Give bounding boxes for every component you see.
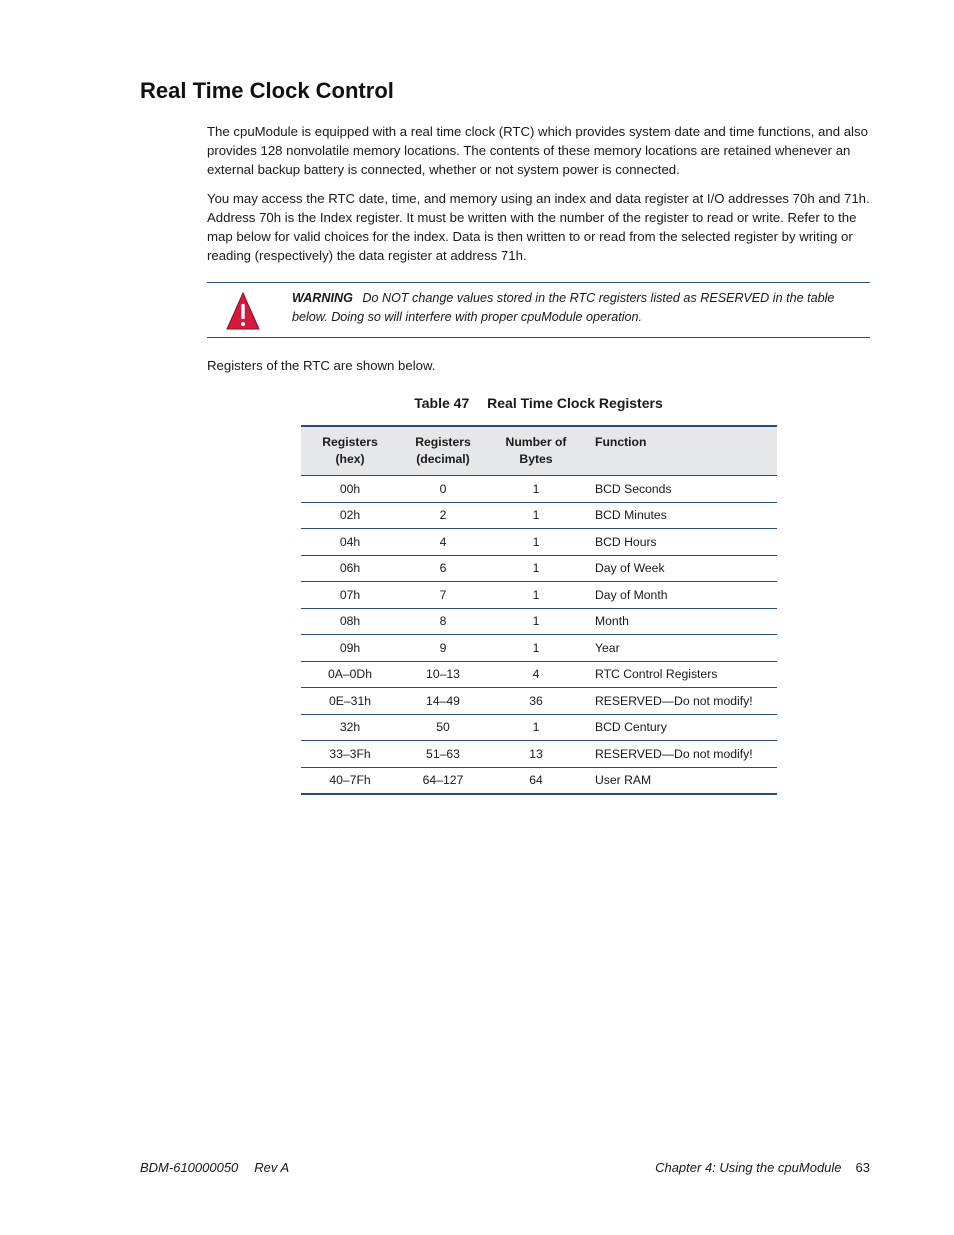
cell-function: Day of Week [585, 555, 777, 582]
footer-right [655, 1160, 870, 1175]
cell-decimal: 64–127 [399, 767, 487, 794]
header-line: Bytes [519, 452, 553, 466]
table-header-row [301, 426, 777, 476]
page-number: 63 [855, 1160, 870, 1175]
cell-bytes: 1 [487, 476, 585, 503]
cell-bytes: 1 [487, 555, 585, 582]
cell-hex: 33–3Fh [301, 741, 399, 768]
rtc-registers-table [301, 425, 777, 795]
cell-function: RESERVED—Do not modify! [585, 741, 777, 768]
cell-hex: 00h [301, 476, 399, 503]
cell-hex: 40–7Fh [301, 767, 399, 794]
table-row [301, 635, 777, 662]
footer-left [140, 1160, 289, 1175]
table-body [301, 476, 777, 795]
table-number: Table 47 [414, 395, 470, 411]
cell-function: User RAM [585, 767, 777, 794]
cell-decimal: 0 [399, 476, 487, 503]
cell-decimal: 4 [399, 529, 487, 556]
cell-hex: 32h [301, 714, 399, 741]
doc-number: BDM-610000050 [140, 1160, 239, 1175]
cell-function: BCD Century [585, 714, 777, 741]
warning-triangle-icon [225, 291, 261, 331]
header-line: (decimal) [416, 452, 470, 466]
cell-decimal: 10–13 [399, 661, 487, 688]
header-line: Registers [415, 435, 471, 449]
cell-hex: 04h [301, 529, 399, 556]
cell-decimal: 14–49 [399, 688, 487, 715]
cell-decimal: 7 [399, 582, 487, 609]
cell-decimal: 9 [399, 635, 487, 662]
header-registers-decimal [399, 426, 487, 476]
header-line: Number of [505, 435, 567, 449]
cell-bytes: 1 [487, 635, 585, 662]
table-row [301, 767, 777, 794]
section-heading: Real Time Clock Control [140, 78, 394, 103]
cell-decimal: 8 [399, 608, 487, 635]
cell-bytes: 13 [487, 741, 585, 768]
header-registers-hex [301, 426, 399, 476]
cell-function: BCD Hours [585, 529, 777, 556]
registers-intro: Registers of the RTC are shown below. [207, 358, 436, 373]
cell-bytes: 1 [487, 714, 585, 741]
warning-box [207, 282, 870, 338]
table-row [301, 529, 777, 556]
chapter-title: Chapter 4: Using the cpuModule [655, 1160, 842, 1175]
cell-function: BCD Seconds [585, 476, 777, 503]
table-row [301, 476, 777, 503]
revision: Rev A [254, 1160, 290, 1175]
cell-hex: 0A–0Dh [301, 661, 399, 688]
cell-hex: 02h [301, 502, 399, 529]
table-row [301, 502, 777, 529]
table-row [301, 661, 777, 688]
warning-message: Do NOT change values stored in the RTC registers listed as RESERVED in the table below. Doing so will interfere with proper cpuModule operation. [292, 291, 835, 324]
cell-bytes: 1 [487, 582, 585, 609]
cell-decimal: 51–63 [399, 741, 487, 768]
cell-function: RESERVED—Do not modify! [585, 688, 777, 715]
table-caption [300, 395, 777, 411]
intro-paragraph: The cpuModule is equipped with a real time clock (RTC) which provides system date and time functions, and also provides 128 nonvolatile memory locations. The contents of these memory locations are retained whenever an external backup battery is connected, whether or not system power is connected. [207, 124, 868, 177]
cell-decimal: 50 [399, 714, 487, 741]
table-row [301, 555, 777, 582]
cell-function: Month [585, 608, 777, 635]
warning-label: WARNING [292, 291, 353, 305]
cell-bytes: 1 [487, 608, 585, 635]
cell-bytes: 36 [487, 688, 585, 715]
cell-function: BCD Minutes [585, 502, 777, 529]
cell-function: RTC Control Registers [585, 661, 777, 688]
cell-hex: 0E–31h [301, 688, 399, 715]
header-number-of-bytes [487, 426, 585, 476]
table-title: Real Time Clock Registers [487, 395, 663, 411]
table-row [301, 714, 777, 741]
cell-function: Year [585, 635, 777, 662]
table-row [301, 608, 777, 635]
table-row [301, 582, 777, 609]
access-paragraph: You may access the RTC date, time, and memory using an index and data register at I/O addresses 70h and 71h. Address 70h is the Index register. It must be written with the number of the register to read or write. Refer to the map below for valid choices for the index. Data is then written to or read from the selected register by writing or reading (respectively) the data register at address 71h. [207, 191, 870, 263]
cell-function: Day of Month [585, 582, 777, 609]
header-line: (hex) [335, 452, 365, 466]
cell-hex: 07h [301, 582, 399, 609]
cell-bytes: 1 [487, 502, 585, 529]
cell-hex: 06h [301, 555, 399, 582]
cell-bytes: 4 [487, 661, 585, 688]
cell-bytes: 1 [487, 529, 585, 556]
table-row [301, 688, 777, 715]
cell-hex: 09h [301, 635, 399, 662]
cell-bytes: 64 [487, 767, 585, 794]
cell-hex: 08h [301, 608, 399, 635]
header-line: Function [595, 435, 647, 449]
table-row [301, 741, 777, 768]
header-line: Registers [322, 435, 378, 449]
header-function [585, 426, 777, 476]
warning-text [292, 289, 862, 327]
cell-decimal: 6 [399, 555, 487, 582]
cell-decimal: 2 [399, 502, 487, 529]
